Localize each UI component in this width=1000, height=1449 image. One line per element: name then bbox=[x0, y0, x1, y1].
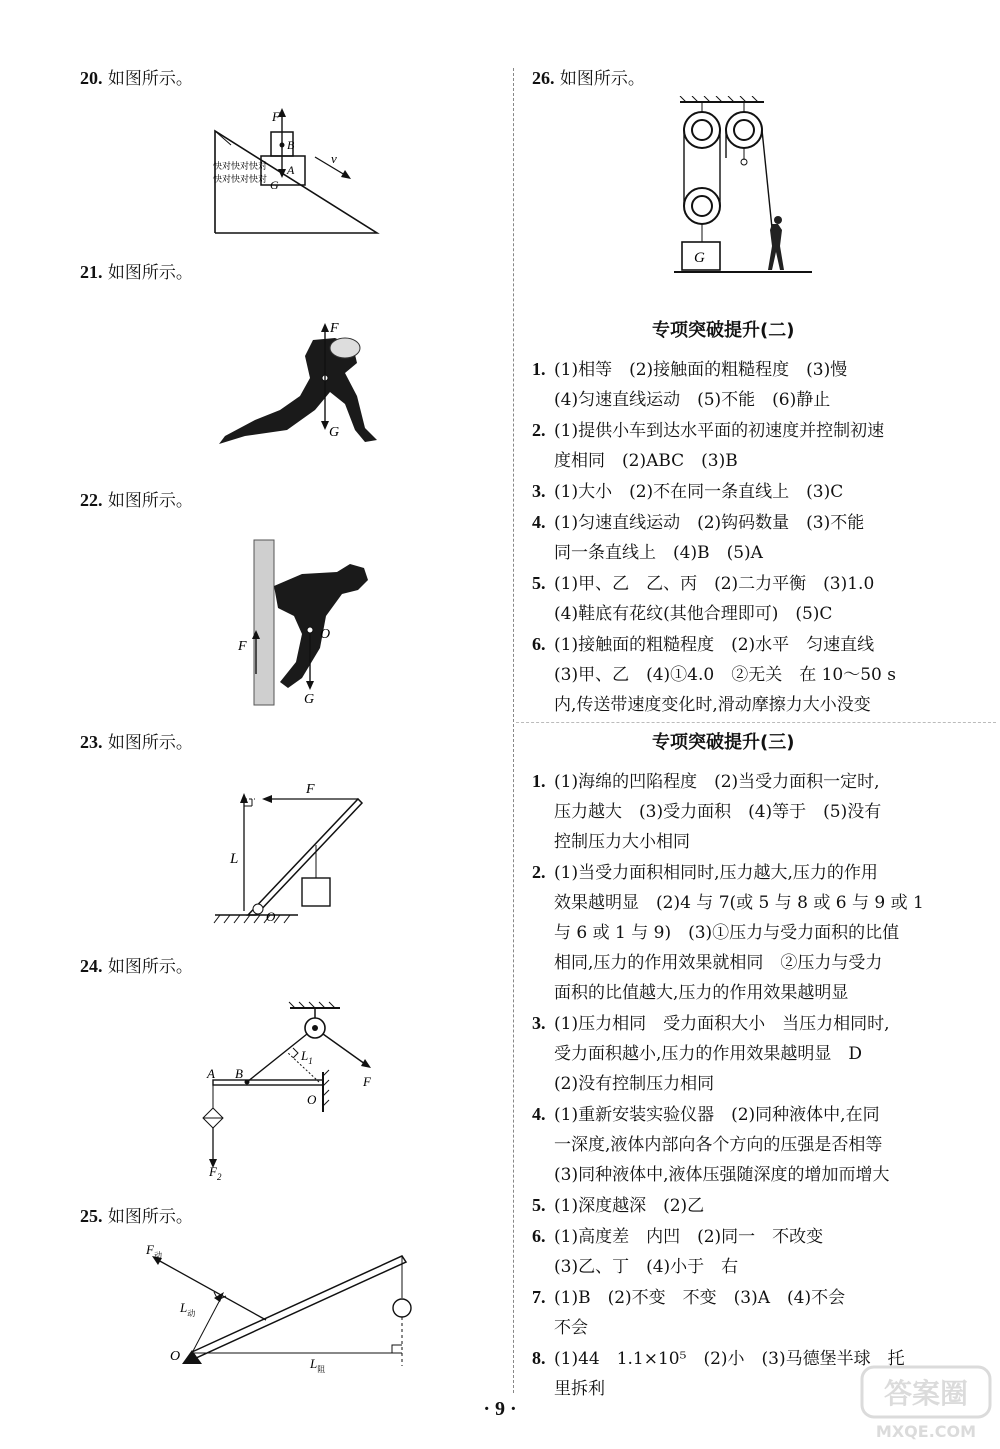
answer-line: (1)B (2)不变 不变 (3)A (4)不会 bbox=[554, 1288, 846, 1308]
question-number: 25. bbox=[80, 1206, 103, 1226]
section-2-answers bbox=[532, 354, 962, 720]
answer-line: 与 6 或 1 与 9) (3)①压力与受力面积的比值 bbox=[554, 923, 900, 943]
question-22 bbox=[80, 490, 193, 511]
label-o: O bbox=[307, 1092, 317, 1107]
weight-box bbox=[302, 878, 330, 906]
answer-item bbox=[532, 1221, 962, 1282]
answer-line: (1)44 1.1×10⁵ (2)小 (3)马德堡半球 托 bbox=[554, 1349, 905, 1369]
answer-line: (1)接触面的粗糙程度 (2)水平 匀速直线 bbox=[554, 635, 875, 655]
answer-line: (4)匀速直线运动 (5)不能 (6)静止 bbox=[554, 390, 831, 410]
person-pulling bbox=[768, 224, 784, 270]
answer-line: (1)匀速直线运动 (2)钩码数量 (3)不能 bbox=[554, 513, 865, 533]
hatch-text-1: 快对快对快对 bbox=[213, 162, 268, 172]
answer-line: (3)乙、丁 (4)小于 右 bbox=[554, 1257, 739, 1277]
hatch-text-2: 快对快对快对 bbox=[213, 175, 268, 185]
answer-line: (1)甲、乙 乙、丙 (2)二力平衡 (3)1.0 bbox=[554, 574, 875, 594]
question-number: 20. bbox=[80, 68, 103, 88]
label-f2: $F_2$ bbox=[209, 1164, 222, 1180]
answer-number: 5. bbox=[532, 1195, 546, 1215]
answer-line: 同一条直线上 (4)B (5)A bbox=[554, 543, 763, 563]
answer-number: 1. bbox=[532, 771, 546, 791]
label-l1: $L_1$ bbox=[301, 1048, 313, 1066]
section-3-answers bbox=[532, 766, 962, 1404]
answer-number: 4. bbox=[532, 1104, 546, 1124]
label-v: v bbox=[331, 151, 337, 166]
label-l-zu: $L_阻$ bbox=[310, 1356, 326, 1374]
label-f: F bbox=[272, 109, 280, 124]
answer-item bbox=[532, 415, 962, 476]
answer-line: 相同,压力的作用效果就相同 ②压力与受力 bbox=[554, 953, 883, 973]
label-g: G bbox=[270, 178, 279, 192]
page-number: · 9 · bbox=[483, 1398, 517, 1420]
label-b: B bbox=[287, 138, 295, 152]
svg-text:MXQE.COM: MXQE.COM bbox=[875, 1422, 977, 1441]
skater-helmet bbox=[330, 338, 360, 358]
question-number: 24. bbox=[80, 956, 103, 976]
label-a: A bbox=[207, 1066, 215, 1081]
movable-pulley bbox=[684, 188, 720, 224]
label-f: F bbox=[363, 1074, 371, 1089]
answer-line: (1)深度越深 (2)乙 bbox=[554, 1196, 705, 1216]
question-number: 26. bbox=[532, 68, 555, 88]
answer-line: (3)甲、乙 (4)①4.0 ②无关 在 10～50 s bbox=[554, 665, 896, 685]
answer-item bbox=[532, 857, 962, 1008]
answer-line: 压力越大 (3)受力面积 (4)等于 (5)没有 bbox=[554, 802, 882, 822]
lever-board bbox=[248, 799, 362, 915]
answer-number: 6. bbox=[532, 1226, 546, 1246]
section-3-title: 专项突破提升(三) bbox=[652, 732, 795, 753]
label-f: F bbox=[238, 639, 247, 654]
answer-number: 3. bbox=[532, 481, 546, 501]
question-number: 21. bbox=[80, 262, 103, 282]
question-text: 如图所示。 bbox=[107, 957, 193, 977]
answer-line: 效果越明显 (2)4 与 7(或 5 与 8 或 6 与 9 或 1 bbox=[554, 893, 924, 913]
answer-line: (4)鞋底有花纹(其他合理即可) (5)C bbox=[554, 604, 833, 624]
answer-item bbox=[532, 568, 962, 629]
answer-line: (1)当受力面积相同时,压力越大,压力的作用 bbox=[554, 863, 878, 883]
answer-item bbox=[532, 629, 962, 720]
label-g: G bbox=[329, 425, 340, 440]
question-text: 如图所示。 bbox=[107, 733, 193, 753]
answer-item bbox=[532, 1190, 962, 1221]
figure-25-crane-lever bbox=[140, 1238, 430, 1378]
label-f: F bbox=[330, 321, 339, 336]
label-o: O bbox=[170, 1349, 181, 1364]
section-2-title: 专项突破提升(二) bbox=[652, 320, 795, 341]
lever-bar bbox=[213, 1080, 323, 1085]
question-text: 如图所示。 bbox=[559, 69, 645, 89]
label-o: O bbox=[320, 627, 331, 642]
answer-line: (1)压力相同 受力面积大小 当压力相同时, bbox=[554, 1014, 890, 1034]
answer-line: 面积的比值越大,压力的作用效果越明显 bbox=[554, 983, 849, 1003]
fixed-pulley-2 bbox=[726, 112, 762, 148]
answer-line: 控制压力大小相同 bbox=[554, 832, 690, 852]
question-number: 23. bbox=[80, 732, 103, 752]
watermark-logo bbox=[860, 1365, 992, 1441]
answer-line: (1)提供小车到达水平面的初速度并控制初速 bbox=[554, 421, 885, 441]
answer-line: (1)海绵的凹陷程度 (2)当受力面积一定时, bbox=[554, 772, 880, 792]
answer-line: (3)同种液体中,液体压强随深度的增加而增大 bbox=[554, 1165, 890, 1185]
answer-item bbox=[532, 766, 962, 857]
figure-24-pulley-lever bbox=[195, 1000, 385, 1180]
label-a: A bbox=[287, 163, 295, 177]
hanging-weight bbox=[393, 1299, 411, 1317]
figure-21-skater bbox=[205, 318, 390, 448]
column-divider bbox=[513, 68, 514, 1393]
figure-23-lever bbox=[210, 775, 375, 930]
answer-number: 8. bbox=[532, 1348, 546, 1368]
label-g: G bbox=[304, 692, 315, 707]
question-text: 如图所示。 bbox=[107, 491, 193, 511]
answer-number: 4. bbox=[532, 512, 546, 532]
label-b: B bbox=[235, 1066, 243, 1081]
figure-22-climber bbox=[232, 538, 382, 708]
climbing-wall bbox=[254, 540, 274, 705]
figure-26-pulley-system bbox=[672, 96, 822, 286]
boom bbox=[192, 1256, 406, 1358]
answer-number: 7. bbox=[532, 1287, 546, 1307]
question-23 bbox=[80, 732, 193, 753]
label-l: L bbox=[230, 851, 239, 867]
fixed-pulley-1 bbox=[684, 112, 720, 148]
answer-number: 5. bbox=[532, 573, 546, 593]
answer-line: 内,传送带速度变化时,滑动摩擦力大小没变 bbox=[554, 695, 871, 715]
question-24 bbox=[80, 956, 193, 977]
answer-line: 里拆利 bbox=[554, 1379, 605, 1399]
answer-item bbox=[532, 476, 962, 507]
question-text: 如图所示。 bbox=[107, 69, 193, 89]
answer-line: (1)重新安装实验仪器 (2)同种液体中,在同 bbox=[554, 1105, 880, 1125]
answer-line: (1)相等 (2)接触面的粗糙程度 (3)慢 bbox=[554, 360, 848, 380]
label-f-dong: $F_动$ bbox=[146, 1242, 162, 1260]
answer-number: 2. bbox=[532, 420, 546, 440]
answer-line: 受力面积越小,压力的作用效果越明显 D bbox=[554, 1044, 863, 1064]
answer-line: (2)没有控制压力相同 bbox=[554, 1074, 715, 1094]
answer-number: 6. bbox=[532, 634, 546, 654]
question-25 bbox=[80, 1206, 193, 1227]
answer-item bbox=[532, 507, 962, 568]
answer-line: (1)大小 (2)不在同一条直线上 (3)C bbox=[554, 482, 844, 502]
question-text: 如图所示。 bbox=[107, 1207, 193, 1227]
svg-text:答案圈: 答案圈 bbox=[883, 1377, 969, 1410]
answer-item bbox=[532, 1282, 962, 1343]
question-21 bbox=[80, 262, 193, 283]
question-number: 22. bbox=[80, 490, 103, 510]
answer-number: 2. bbox=[532, 862, 546, 882]
label-f: F bbox=[306, 782, 315, 797]
answer-item bbox=[532, 1008, 962, 1099]
figure-20-incline bbox=[205, 105, 385, 240]
answer-line: 一深度,液体内部向各个方向的压强是否相等 bbox=[554, 1135, 883, 1155]
answer-number: 1. bbox=[532, 359, 546, 379]
answer-line: 不会 bbox=[554, 1318, 588, 1338]
label-o: O bbox=[266, 909, 276, 924]
question-26 bbox=[532, 68, 645, 89]
section-separator bbox=[516, 722, 996, 723]
answer-item bbox=[532, 354, 962, 415]
answer-item bbox=[532, 1099, 962, 1190]
climber-silhouette bbox=[274, 564, 368, 688]
answer-line: (1)高度差 内凹 (2)同一 不改变 bbox=[554, 1227, 824, 1247]
question-20 bbox=[80, 68, 193, 89]
question-text: 如图所示。 bbox=[107, 263, 193, 283]
answer-line: 度相同 (2)ABC (3)B bbox=[554, 451, 738, 471]
label-l-dong: $L_动$ bbox=[180, 1300, 196, 1318]
answer-number: 3. bbox=[532, 1013, 546, 1033]
label-g: G bbox=[694, 250, 705, 266]
